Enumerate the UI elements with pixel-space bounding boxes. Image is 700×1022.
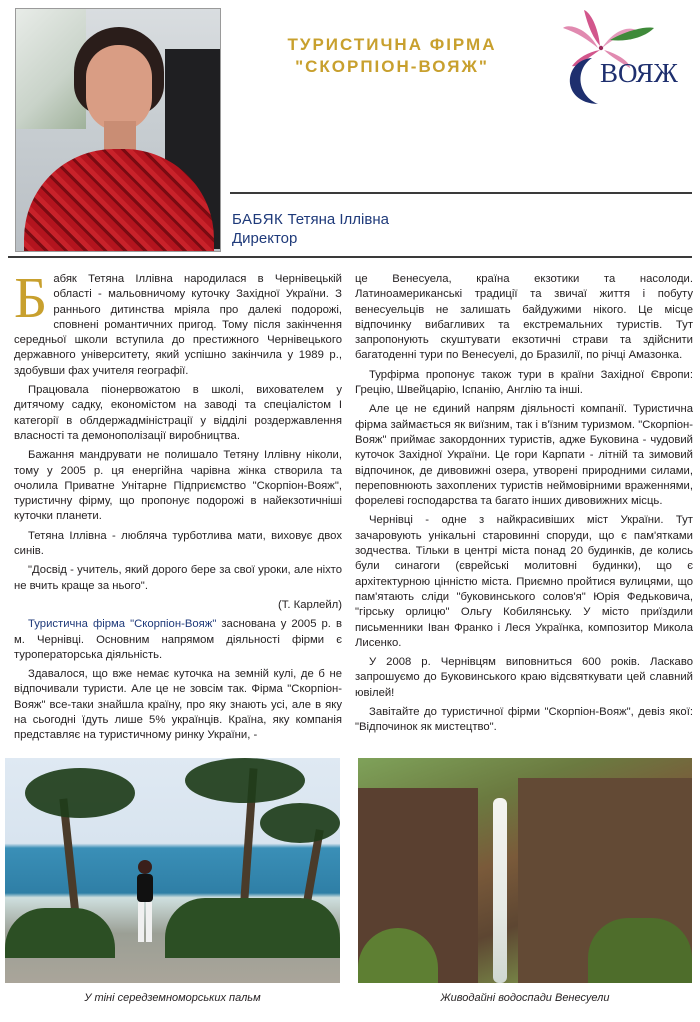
waterfall-photo	[358, 758, 692, 983]
article-paragraph	[14, 617, 342, 663]
logo-text: ВОЯЖ	[600, 58, 678, 88]
director-role: Директор	[232, 230, 298, 247]
director-surname: БАБЯК	[232, 211, 284, 228]
company-title	[232, 34, 552, 78]
epigraph-quote: "Досвід - учитель, який дорого бере за свої уроки, але ніхто не вчить краще за нього".	[14, 564, 342, 592]
palm-beach-photo	[5, 758, 340, 983]
company-name-highlight: Туристична фірма "Скорпіон-Вояж"	[28, 618, 217, 631]
article-paragraph	[14, 265, 342, 379]
article-paragraph: Бажання мандрувати не полишало Тетяну Іллівну ніколи, тому у 2005 р. ця енергійна чарівна жінка створила та очолила Приватне Унітарне Підприємство "Скорпіон-Вояж", туристичну фірму, що пропонує подорожі в найекзотичніші куточки планети.	[14, 449, 342, 523]
director-name	[232, 211, 389, 228]
article-column-left	[14, 265, 342, 748]
paragraph-text: абяк Тетяна Іллівна народилася в Чернівецькій області - мальовничому куточку Західної України. З раннього дитинства мріяла про далекі подорожі, сповнені романтичних пригод. Тому після закінчення середньої школи вступила до престижного Чернівецького державного університету, який успішно закінчила у 1989 р., здобувши фах учителя географії.	[14, 273, 342, 377]
article-paragraph: Тетяна Іллівна - любляча турботлива мати, виховує двох синів.	[14, 529, 342, 558]
article-paragraph: У 2008 р. Чернівцям виповниться 600 років. Ласкаво запрошуємо до Буковинського краю відсвяткувати цей славний ювілей!	[355, 656, 693, 699]
article-paragraph: Працювала піонервожатою в школі, вихователем у дитячому садку, економістом на заводі та спеціалістом I категорії в облдержадміністрації у відділі роздержавлення власності та демонополізації виробництва.	[14, 384, 342, 442]
director-portrait-photo	[15, 8, 221, 252]
article-paragraph: Завітайте до туристичної фірми "Скорпіон-Вояж", девіз якої: "Відпочинок як мистецтво".	[355, 706, 693, 734]
paragraph-text: заснована у 2005 р. в м. Чернівці. Основним напрямом діяльності фірми є туроператорська діяльність.	[14, 618, 342, 661]
company-title-line1: ТУРИСТИЧНА ФІРМА	[287, 35, 497, 54]
drop-cap: Б	[14, 265, 48, 330]
photo-caption-left: У тіні середземноморських пальм	[84, 992, 261, 1004]
article-column-right	[355, 272, 693, 740]
divider-line-full	[8, 256, 692, 258]
quote-author: (Т. Карлейл)	[278, 598, 342, 611]
director-given-name: Тетяна Іллівна	[287, 211, 389, 228]
company-title-line2: "СКОРПІОН-ВОЯЖ"	[295, 57, 489, 76]
article-paragraph: це Венесуела, країна екзотики та насолоди. Латиноамериканські традиції та звичаї життя і побуту венесуельців не залишать байдужими нікого. Це місце відпочинку вибагливих та екстремальних туристів. Тут запропонують скуштувати екзотичні страви та здійснити багатоденні тури по Венесуелі, до Бразилії, по річці Амазонка.	[355, 273, 693, 362]
article-paragraph: Турфірма пропонує також тури в країни Західної Європи: Грецію, Швейцарію, Іспанію, Англію та інші.	[355, 368, 693, 397]
article-paragraph: Здавалося, що вже немає куточка на земній кулі, де б не відпочивали туристи. Але це не зовсім так. Фірма "Скорпіон-Вояж" все-таки знайшла країну, про яку знають усі, але в яку на сьогодні їдуть лише 5% українців. Країна, яку компанія представляє на туристичному ринку України, -	[14, 668, 342, 742]
photo-caption-right: Живодайні водоспади Венесуели	[440, 992, 610, 1004]
tourist-figure	[132, 858, 158, 946]
divider-line	[230, 192, 692, 194]
article-paragraph: Чернівці - одне з найкрасивіших міст України. Тут зачаровують унікальні старовинні споруди, що є пам'ятками зодчества. Тільки в центрі міста понад 20 будинків, де колись були синагоги (єврейські молитовні будинки), що є архітектурною цінністю міста. Приємно пройтися вулицями, що пам'ятають сліди "буковинського солов'я" Юрія Федьковича, "гірську орлицю" Ольгу Кобилянську. У місто приїздили письменники Іван Франко і Леся Українка, композитор Микола Лисенко.	[355, 514, 693, 649]
article-paragraph: Але це не єдиний напрям діяльності компанії. Туристична фірма займається як виїзним, так і в'їзним туризмом. "Скорпіон-Вояж" приймає закордонних туристів, адже Буковина - чудовий куточок Західної України. Це гори Карпати - літній та зимовий відпочинок, де дивовижні озера, утворені природними силами, переповнюють захоплених туристів неймовірними враженнями, форелеві господарства та багато інших дивовижних місць.	[355, 403, 693, 508]
